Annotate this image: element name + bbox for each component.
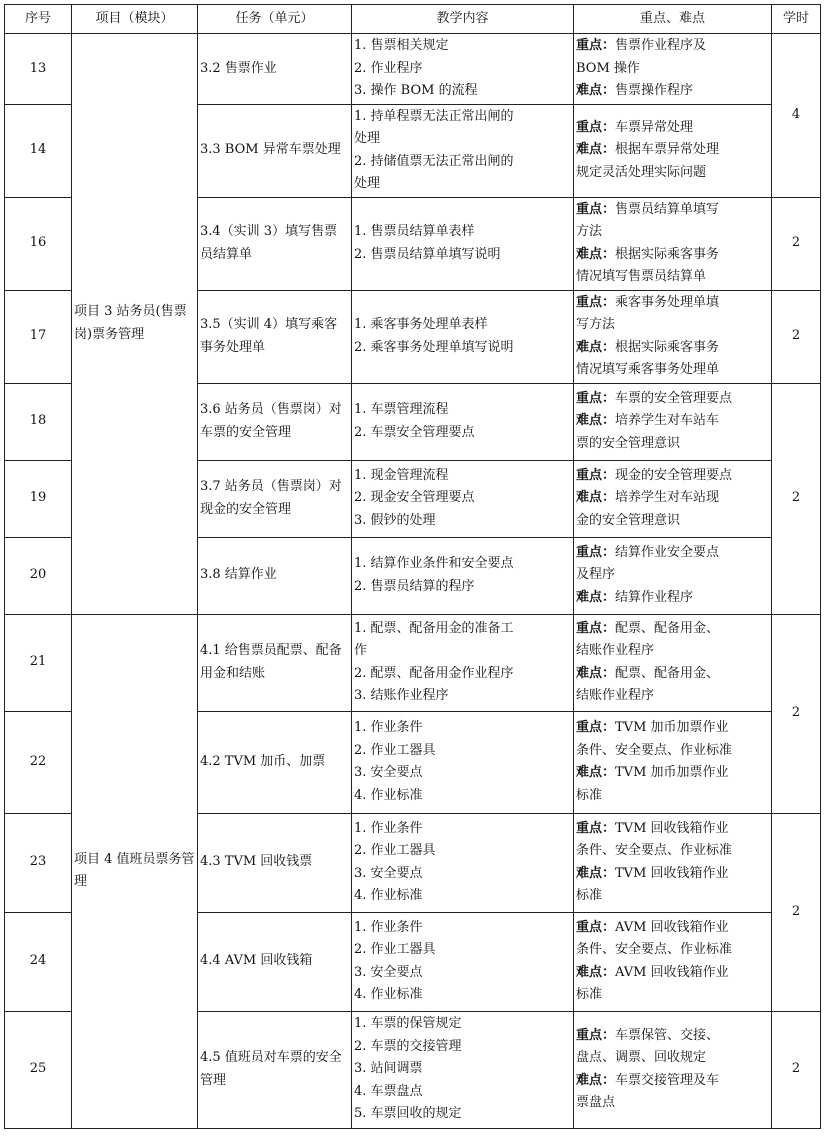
key-point-text: 及程序 [576,567,616,583]
key-point-line [576,542,769,565]
key-point-label: 重点： [576,919,616,935]
content-line: 1. 车票管理流程 [354,402,449,417]
key-point-label: 重点： [576,201,616,217]
task-cell: 3.2 售票作业 [198,34,352,105]
content-line: 3. 安全要点 [354,865,423,881]
content-line: 2. 现金安全管理要点 [354,490,475,506]
difficult-point-line [576,410,769,433]
difficult-point-label: 难点： [576,765,616,780]
content-cell [352,711,574,813]
key-difficult-cell [574,383,772,460]
content-line: 1. 车票的保管规定 [354,1016,462,1032]
key-point-line [576,818,769,841]
content-line: 1. 作业条件 [354,720,423,735]
content-line: 1. 现金管理流程 [354,467,449,483]
content-line: 2. 作业工器具 [354,942,436,957]
difficult-point-label: 难点： [576,490,616,506]
content-line: 1. 配票、配备用金的准备工 [354,620,514,636]
content-cell [352,813,574,912]
difficult-point-text: 标准 [576,787,603,803]
difficult-point-text: AVM 回收钱箱作业 [615,964,729,980]
content-cell [352,383,574,460]
difficult-point-text: 规定灵活处理实际问题 [576,164,707,180]
difficult-point-line [576,587,769,610]
difficult-point-line [576,337,769,360]
content-cell [352,1011,574,1128]
key-difficult-cell [574,614,772,711]
difficult-point-label: 难点： [576,865,616,881]
key-point-text: 售票员结算单填写 [615,201,720,217]
difficult-point-text: 售票操作程序 [615,83,694,98]
key-point-line [576,740,769,763]
difficult-point-line [576,785,769,808]
key-point-label: 重点： [576,544,616,560]
content-cell [352,197,574,290]
key-point-text: 条件、安全要点、作业标准 [576,942,733,957]
difficult-point-line [576,1092,769,1115]
content-line: 处理 [354,176,381,191]
task-cell: 3.7 站务员（售票岗）对现金的安全管理 [198,460,352,537]
difficult-point-line [576,885,769,908]
key-point-line [576,292,769,315]
hours-cell: 2 [772,614,821,813]
content-line: 4. 车票盘点 [354,1083,423,1099]
key-point-text: 车票保管、交接、 [615,1027,720,1043]
row-number: 19 [5,460,72,537]
difficult-point-line [576,962,769,985]
difficult-point-text: 配票、配备用金、 [615,665,720,681]
key-difficult-cell [574,290,772,383]
difficult-point-text: TVM 回收钱箱作业 [615,865,729,881]
content-cell [352,537,574,614]
row-number: 17 [5,290,72,383]
key-point-text: 售票作业程序及 [615,38,707,53]
content-line: 3. 站间调票 [354,1061,423,1077]
key-point-line [576,939,769,962]
key-point-text: 结算作业安全要点 [615,544,720,560]
row-number: 24 [5,912,72,1011]
content-line: 3. 假钞的处理 [354,512,436,528]
row-number: 13 [5,34,72,105]
key-point-text: 方法 [576,224,603,239]
project-cell: 项目 4 值班员票务管理 [72,614,198,1128]
task-cell: 3.3 BOM 异常车票处理 [198,104,352,197]
content-cell [352,290,574,383]
hours-cell: 2 [772,1011,821,1128]
key-difficult-cell [574,104,772,197]
difficult-point-line [576,80,769,103]
key-point-text: 条件、安全要点、作业标准 [576,742,733,758]
difficult-point-label: 难点： [576,246,616,262]
content-line: 4. 作业标准 [354,888,423,903]
content-line: 2. 持储值票无法正常出闸的 [354,153,514,169]
key-point-text: AVM 回收钱箱作业 [615,919,729,935]
content-cell [352,614,574,711]
task-cell: 4.1 给售票员配票、配备用金和结账 [198,614,352,711]
difficult-point-label: 难点： [576,83,616,98]
difficult-point-text: 情况填写售票员结算单 [576,269,707,284]
key-point-line [576,117,769,140]
key-point-text: BOM 操作 [576,60,640,76]
content-line: 2. 售票员结算的程序 [354,578,475,594]
task-cell: 4.4 AVM 回收钱箱 [198,912,352,1011]
key-point-text: 现金的安全管理要点 [615,467,733,483]
difficult-point-line [576,487,769,510]
key-difficult-cell [574,460,772,537]
key-point-text: TVM 回收钱箱作业 [615,820,729,836]
content-line: 1. 作业条件 [354,820,423,836]
difficult-point-text: 根据车票异常处理 [615,142,720,158]
row-number: 16 [5,197,72,290]
difficult-point-text: 金的安全管理意识 [576,512,681,528]
content-line: 3. 结账作业程序 [354,688,449,703]
content-line: 2. 乘客事务处理单填写说明 [354,339,514,355]
difficult-point-line [576,359,769,382]
task-cell: 3.6 站务员（售票岗）对车票的安全管理 [198,383,352,460]
header-hours: 学时 [772,5,821,34]
key-point-line [576,1047,769,1070]
project-cell: 项目 3 站务员(售票岗)票务管理 [72,34,198,615]
key-point-text: 结账作业程序 [576,643,655,658]
difficult-point-line [576,139,769,162]
difficult-point-text: 票的安全管理意识 [576,435,681,451]
content-line: 1. 售票相关规定 [354,38,449,53]
difficult-point-text: TVM 加币加票作业 [615,765,729,780]
hours-cell: 2 [772,290,821,383]
difficult-point-label: 难点： [576,964,616,980]
task-cell: 3.5（实训 4）填写乘客事务处理单 [198,290,352,383]
key-point-label: 重点： [576,620,616,636]
key-point-label: 重点： [576,467,616,483]
key-point-line [576,618,769,641]
difficult-point-label: 难点： [576,339,616,355]
content-line: 2. 作业工器具 [354,742,436,758]
key-point-text: 写方法 [576,317,616,332]
row-number: 21 [5,614,72,711]
difficult-point-line [576,685,769,708]
difficult-point-line [576,510,769,533]
hours-cell: 2 [772,813,821,1011]
task-cell: 4.5 值班员对车票的安全管理 [198,1011,352,1128]
content-line: 3. 安全要点 [354,765,423,780]
difficult-point-line [576,984,769,1007]
header-num: 序号 [5,5,72,34]
difficult-point-line [576,266,769,289]
difficult-point-text: 培养学生对车站现 [615,490,720,506]
content-line: 3. 安全要点 [354,964,423,980]
header-project: 项目（模块） [72,5,198,34]
content-cell [352,460,574,537]
content-cell [352,34,574,105]
content-line: 3. 操作 BOM 的流程 [354,83,478,98]
hours-cell: 4 [772,34,821,198]
difficult-point-line [576,863,769,886]
key-difficult-cell [574,711,772,813]
row-number: 20 [5,537,72,614]
key-point-line [576,58,769,81]
key-point-text: 车票的安全管理要点 [615,390,733,406]
key-point-text: 配票、配备用金、 [615,620,720,636]
difficult-point-line [576,162,769,185]
content-line: 1. 持单程票无法正常出闸的 [354,108,514,124]
content-cell [352,104,574,197]
key-point-label: 重点： [576,294,616,310]
difficult-point-text: 根据实际乘客事务 [615,246,720,262]
key-point-line [576,199,769,222]
row-number: 25 [5,1011,72,1128]
content-line: 1. 作业条件 [354,919,423,935]
header-task: 任务（单元） [198,5,352,34]
key-point-label: 重点： [576,720,616,735]
key-point-line [576,221,769,244]
key-point-text: 车票异常处理 [615,119,694,135]
key-point-line [576,314,769,337]
header-row [5,5,821,34]
content-cell [352,912,574,1011]
key-difficult-cell [574,34,772,105]
difficult-point-text: 标准 [576,987,603,1002]
key-difficult-cell [574,912,772,1011]
key-point-line [576,840,769,863]
hours-cell: 2 [772,383,821,614]
curriculum-table [4,4,821,1129]
key-point-line [576,1025,769,1048]
difficult-point-text: 车票交接管理及车 [615,1072,720,1088]
difficult-point-line [576,244,769,267]
difficult-point-text: 培养学生对车站车 [615,413,720,429]
difficult-point-label: 难点： [576,665,616,681]
table-row [5,614,821,711]
content-line: 2. 作业程序 [354,60,423,76]
difficult-point-text: 情况填写乘客事务处理单 [576,362,720,377]
difficult-point-line [576,433,769,456]
content-line: 2. 配票、配备用金作业程序 [354,665,514,681]
difficult-point-text: 根据实际乘客事务 [615,339,720,355]
row-number: 23 [5,813,72,912]
document-page [4,4,821,1129]
key-point-line [576,35,769,58]
key-point-line [576,465,769,488]
difficult-point-text: 票盘点 [576,1095,616,1110]
key-point-text: TVM 加币加票作业 [615,720,729,735]
content-line: 2. 车票安全管理要点 [354,424,475,440]
content-line: 4. 作业标准 [354,987,423,1002]
key-point-label: 重点： [576,119,616,135]
difficult-point-label: 难点： [576,142,616,158]
content-line: 处理 [354,131,381,146]
task-cell: 3.4（实训 3）填写售票员结算单 [198,197,352,290]
row-number: 14 [5,104,72,197]
difficult-point-label: 难点： [576,1072,616,1088]
key-point-line [576,564,769,587]
key-point-text: 条件、安全要点、作业标准 [576,843,733,858]
key-difficult-cell [574,537,772,614]
task-cell: 4.3 TVM 回收钱票 [198,813,352,912]
content-line: 1. 乘客事务处理单表样 [354,317,488,332]
key-point-line [576,640,769,663]
hours-cell: 2 [772,197,821,290]
key-point-line [576,917,769,940]
row-number: 22 [5,711,72,813]
key-point-label: 重点： [576,1027,616,1043]
difficult-point-line [576,1070,769,1093]
key-point-label: 重点： [576,38,616,53]
difficult-point-text: 结算作业程序 [615,589,694,605]
content-line: 2. 作业工器具 [354,843,436,858]
difficult-point-label: 难点： [576,413,616,429]
difficult-point-text: 结账作业程序 [576,688,655,703]
content-line: 作 [354,643,368,658]
header-content: 教学内容 [352,5,574,34]
key-point-line [576,717,769,740]
content-line: 1. 结算作业条件和安全要点 [354,556,514,571]
header-key-difficult: 重点、难点 [574,5,772,34]
content-line: 1. 售票员结算单表样 [354,224,475,239]
key-point-label: 重点： [576,390,616,406]
key-difficult-cell [574,1011,772,1128]
key-difficult-cell [574,813,772,912]
row-number: 18 [5,383,72,460]
content-line: 2. 车票的交接管理 [354,1038,462,1054]
content-line: 4. 作业标准 [354,787,423,803]
task-cell: 4.2 TVM 加币、加票 [198,711,352,813]
key-difficult-cell [574,197,772,290]
difficult-point-line [576,762,769,785]
difficult-point-label: 难点： [576,589,616,605]
key-point-label: 重点： [576,820,616,836]
difficult-point-text: 标准 [576,888,603,903]
table-row [5,34,821,105]
content-line: 2. 售票员结算单填写说明 [354,246,501,262]
difficult-point-line [576,663,769,686]
key-point-line [576,388,769,411]
content-line: 5. 车票回收的规定 [354,1106,462,1122]
key-point-text: 乘客事务处理单填 [615,294,720,310]
task-cell: 3.8 结算作业 [198,537,352,614]
key-point-text: 盘点、调票、回收规定 [576,1050,707,1065]
